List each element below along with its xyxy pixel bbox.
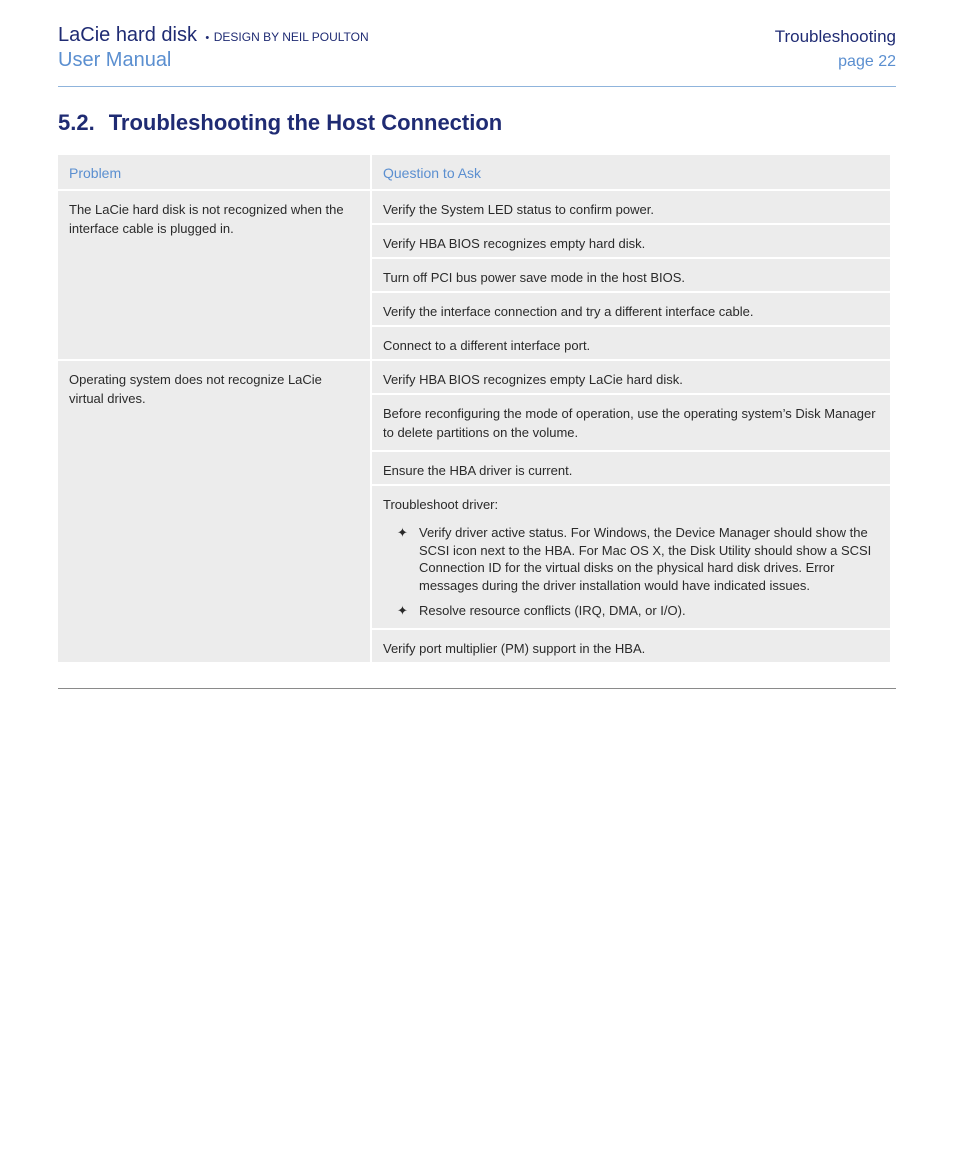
question-text: Verify HBA BIOS recognizes empty LaCie hard disk. — [383, 372, 683, 387]
question-text: Verify the System LED status to confirm power. — [383, 202, 654, 217]
design-credit: DESIGN BY NEIL POULTON — [213, 30, 369, 44]
question-cell — [371, 326, 890, 360]
footer-divider — [58, 688, 896, 689]
question-text: Verify the interface connection and try a different interface cable. — [383, 304, 754, 319]
question-cell — [371, 224, 890, 258]
troubleshooting-table — [58, 155, 890, 662]
question-text: Troubleshoot driver: — [383, 497, 499, 512]
question-cell — [371, 451, 890, 485]
column-header-problem-label: Problem — [69, 165, 122, 181]
brand-line — [58, 24, 369, 47]
manual-title: User Manual — [58, 49, 172, 71]
question-text: Ensure the HBA driver is current. — [383, 463, 573, 478]
bullet-star-icon: ✦ — [397, 603, 408, 618]
question-cell — [371, 394, 890, 451]
question-cell — [371, 485, 890, 629]
section-title: Troubleshooting the Host Connection — [108, 110, 503, 135]
question-text: Verify port multiplier (PM) support in the HBA. — [383, 640, 646, 656]
question-cell — [371, 360, 890, 394]
list-item — [397, 602, 879, 620]
brand-separator: • — [205, 32, 210, 44]
question-text: Verify HBA BIOS recognizes empty hard disk. — [383, 236, 646, 251]
problem-cell — [58, 190, 371, 360]
table-row — [58, 190, 890, 224]
problem-text: The LaCie hard disk is not recognized when the interface cable is plugged in. — [69, 202, 344, 236]
question-cell — [371, 258, 890, 292]
question-cell — [371, 292, 890, 326]
table-row — [58, 360, 890, 394]
question-text: Turn off PCI bus power save mode in the host BIOS. — [383, 270, 686, 285]
bullet-text: Verify driver active status. For Windows, the Device Manager should show the SCSI icon next to the HBA. For Mac OS X, the Disk Utility should show a SCSI Connection ID for the virtual disks on the physical hard disk drives. Error messages during the driver installation would have indicated issues. — [419, 525, 872, 593]
question-text: Before reconfiguring the mode of operation, use the operating system’s Disk Manager to delete partitions on the volume. — [383, 406, 876, 440]
problem-text: Operating system does not recognize LaCie virtual drives. — [69, 372, 322, 406]
list-item — [397, 524, 879, 594]
bullet-text: Resolve resource conflicts (IRQ, DMA, or I/O). — [419, 603, 686, 618]
page-number: page 22 — [838, 53, 896, 70]
page-header — [58, 24, 896, 87]
column-header-question-label: Question to Ask — [383, 165, 482, 181]
page-title — [58, 110, 502, 136]
driver-bullet-list — [383, 524, 879, 620]
bullet-star-icon: ✦ — [397, 525, 408, 540]
table-header-row — [58, 155, 890, 190]
brand-name: LaCie hard disk — [58, 24, 197, 46]
section-name: Troubleshooting — [774, 27, 896, 46]
section-number: 5.2. — [58, 110, 95, 135]
column-header-problem — [58, 155, 371, 190]
column-header-question — [371, 155, 890, 190]
question-text: Connect to a different interface port. — [383, 338, 591, 353]
question-cell — [371, 190, 890, 224]
problem-cell — [58, 360, 371, 662]
question-cell-content — [372, 486, 890, 628]
question-cell — [371, 629, 890, 662]
